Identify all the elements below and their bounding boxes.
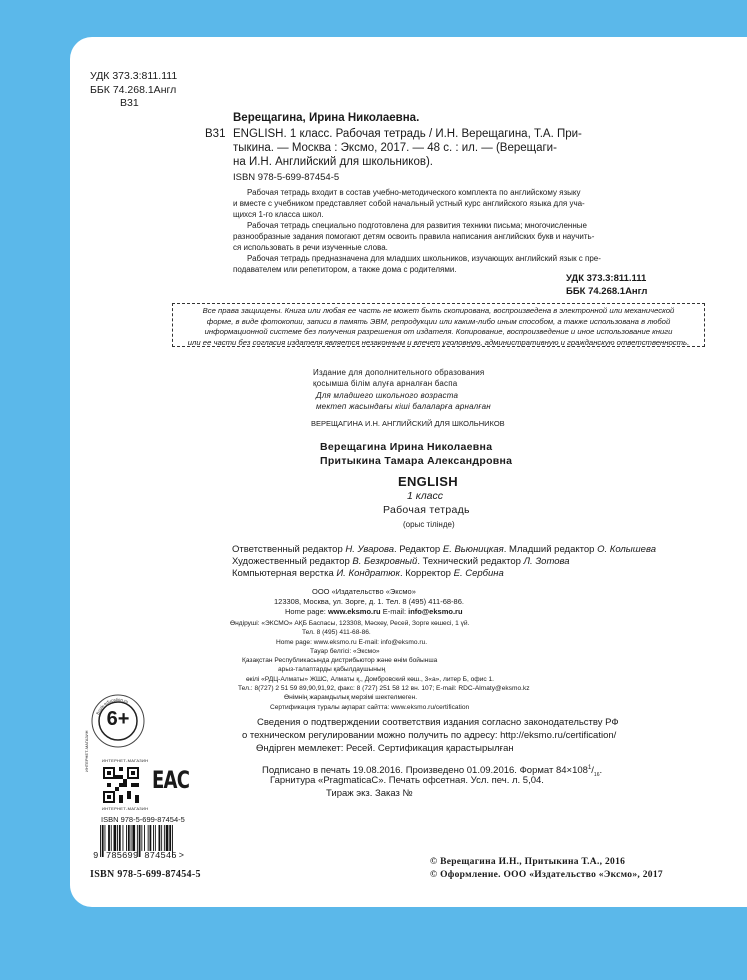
editor-name: Н. Уварова bbox=[345, 544, 395, 555]
kz-line: Өнімнің жарамдылық мерзімі шектелмеген. bbox=[284, 694, 418, 702]
barcode-bar bbox=[155, 825, 156, 851]
barcode-bar bbox=[117, 825, 118, 851]
eac-mark: ЕАС bbox=[152, 766, 190, 794]
edition-line: қосымша білім алуға арналған баспа bbox=[313, 379, 458, 388]
copyright-line: © Верещагина И.Н., Притыкина Т.А., 2016 bbox=[430, 857, 626, 867]
book-language: (орыс тілінде) bbox=[403, 520, 455, 529]
cert-line: Өндірген мемлекет: Ресей. Сертификация қарастырылған bbox=[256, 743, 514, 754]
rights-notice bbox=[172, 303, 705, 347]
rights-line: или ее части без согласия издателя является незаконным и влечет уголовную, административную и гражданскую ответственность. bbox=[187, 337, 690, 347]
udk-code-right: УДК 373.3:811.111 bbox=[566, 273, 647, 284]
print-line: Тираж экз. Заказ № bbox=[326, 788, 413, 799]
annotation-line: Рабочая тетрадь специально подготовлена для развития техники письма; многочисленные bbox=[247, 221, 587, 230]
barcode-bar bbox=[144, 825, 145, 851]
editor-name: Е. Вьюницкая bbox=[442, 544, 504, 555]
publisher-name: ООО «Издательство «Эксмо» bbox=[312, 587, 416, 596]
udk-code: УДК 373.3:811.111 bbox=[90, 70, 178, 82]
home-url[interactable]: www.eksmo.ru bbox=[327, 607, 381, 616]
rights-line: Все права защищены. Книга или любая ее часть не может быть скопирована, воспроизведена в электронной или механической bbox=[202, 306, 675, 315]
kz-line: Қазақстан Республикасында дистрибьютор және өнім бойынша bbox=[242, 657, 438, 665]
catalog-code: В31 bbox=[205, 128, 226, 140]
email-link[interactable]: info@eksmo.ru bbox=[408, 607, 463, 616]
qr-caption: ИНТЕРНЕТ-МАГАЗИН bbox=[102, 758, 149, 763]
editor-name: В. Безкровный bbox=[352, 556, 418, 567]
kz-line: Тауар белгісі: «Эксмо» bbox=[310, 647, 380, 655]
barcode-bar bbox=[166, 825, 169, 851]
barcode-bar bbox=[150, 825, 152, 851]
barcode-bar bbox=[114, 825, 117, 851]
age-rating: 6+ bbox=[106, 708, 130, 730]
annotation-line: Рабочая тетрадь входит в состав учебно-методического комплекта по английскому языку bbox=[247, 188, 581, 197]
print-text: . bbox=[599, 765, 603, 777]
kz-line: Тел. 8 (495) 411-68-86. bbox=[302, 629, 371, 637]
annotation-line: разнообразные задания помогают детям освоить правила написания английских букв и научить- bbox=[233, 232, 595, 241]
barcode-digit: 9 bbox=[93, 851, 99, 861]
kz-line: Home page: www.eksmo.ru E-mail: info@eksmo.ru. bbox=[276, 638, 428, 646]
barcode-bar bbox=[132, 825, 135, 851]
kz-line: Сертификация туралы ақпарат сайтта: www.eksmo.ru/certification bbox=[270, 703, 470, 711]
editor-role: Ответственный редактор bbox=[232, 544, 346, 555]
book-title: ENGLISH bbox=[398, 474, 458, 489]
barcode-bar bbox=[119, 825, 121, 851]
editor-name: И. Кондратюк bbox=[336, 568, 400, 579]
print-text: Подписано в печать 19.08.2016. Произведено 01.09.2016. Формат 84×108 bbox=[262, 765, 588, 777]
barcode-digit: 874545 bbox=[144, 851, 177, 861]
home-label: Home page: bbox=[285, 607, 328, 616]
editor-role: . Младший редактор bbox=[503, 544, 598, 555]
age-badge bbox=[90, 693, 146, 749]
editor-name: Е. Сербина bbox=[453, 568, 504, 579]
kz-line: арыз-талаптарды қабылдаушының bbox=[278, 666, 386, 674]
barcode-bar bbox=[128, 825, 130, 851]
barcode-bar bbox=[126, 825, 127, 851]
author-mark: В31 bbox=[120, 97, 139, 109]
catalog-author-heading: Верещагина, Ирина Николаевна. bbox=[233, 112, 420, 124]
editor-role: . Корректор bbox=[399, 568, 454, 579]
edition-line: мектеп жасындағы кіші балаларға арналған bbox=[316, 402, 491, 411]
barcode-bar bbox=[108, 825, 110, 851]
kz-line: Тел.: 8(727) 2 51 59 89,90,91,92, факс: 8 (727) 251 58 12 вн. 107; E-mail: RDC-Almaty@eksmo.kz bbox=[238, 685, 530, 693]
editor-name: О. Колышева bbox=[597, 544, 656, 555]
email-label: E-mail: bbox=[380, 607, 409, 616]
annotation-line: подавателем или репетитором, а также дома с родителями. bbox=[233, 265, 457, 274]
qr-caption: ИНТЕРНЕТ-МАГАЗИН bbox=[102, 806, 149, 811]
print-line: Гарнитура «PragmaticaC». Печать офсетная. Усл. печ. л. 5,04. bbox=[270, 775, 544, 786]
editor-name: Л. Зотова bbox=[523, 556, 570, 567]
barcode-digits bbox=[93, 851, 184, 861]
annotation-line: щихся 1-го класса школ. bbox=[233, 210, 324, 219]
barcode-bar bbox=[105, 825, 106, 851]
barcode-digit: > bbox=[178, 851, 185, 861]
kz-line: Өндіруші: «ЭКСМО» АҚБ Баспасы, 123308, Мәскеу, Ресей, Зорге көшесі, 1 үй. bbox=[230, 620, 470, 627]
isbn-bottom: ISBN 978-5-699-87454-5 bbox=[90, 869, 201, 880]
editors-line bbox=[232, 544, 656, 556]
qr-caption-side: ИНТЕРНЕТ-МАГАЗИН bbox=[84, 730, 89, 772]
barcode-bar bbox=[141, 825, 142, 851]
cert-line: Сведения о подтверждении соответствия издания согласно законодательству РФ bbox=[257, 717, 619, 728]
series-title: ВЕРЕЩАГИНА И.Н. АНГЛИЙСКИЙ ДЛЯ ШКОЛЬНИКОВ bbox=[311, 419, 505, 428]
publisher-address: 123308, Москва, ул. Зорге, д. 1. Тел. 8 (495) 411-68-86. bbox=[274, 597, 464, 606]
barcode-bar bbox=[111, 825, 112, 851]
editor-role: Компьютерная верстка bbox=[232, 568, 337, 579]
author-name: Верещагина Ирина Николаевна bbox=[320, 441, 493, 453]
bbk-code: ББК 74.268.1Англ bbox=[90, 84, 177, 96]
editors-line bbox=[232, 568, 504, 580]
catalog-entry-line: на И.Н. Английский для школьников). bbox=[233, 156, 433, 168]
barcode-isbn: ISBN 978-5-699-87454-5 bbox=[101, 815, 185, 824]
editor-role: Художественный редактор bbox=[232, 556, 353, 567]
editor-role: . Технический редактор bbox=[417, 556, 524, 567]
edition-line: Издание для дополнительного образования bbox=[313, 368, 485, 377]
age-ring-text: Book-education.ru bbox=[95, 696, 130, 716]
book-type: Рабочая тетрадь bbox=[383, 504, 470, 516]
barcode-bar bbox=[131, 825, 132, 851]
cert-line: о техническом регулировании можно получить по адресу: http://eksmo.ru/certification/ bbox=[242, 730, 617, 741]
rights-line: информационной системе без получения разрешения от издателя. Копирование, воспроизведение и иное использование книги bbox=[204, 327, 673, 337]
barcode-bar bbox=[153, 825, 154, 851]
kz-line: өкілі «РДЦ-Алматы» ЖШС, Алматы қ., Домбровский көш., 3«а», литер Б, офис 1. bbox=[246, 675, 495, 683]
kz-info-block bbox=[230, 619, 530, 712]
barcode-bar bbox=[123, 825, 124, 851]
barcode-bar bbox=[169, 825, 171, 851]
print-line: Подписано в печать 19.08.2016. Произведено 01.09.2016. Формат $84\times 108^1/_{16}$. bbox=[262, 765, 603, 779]
barcode-digit: 785699 bbox=[105, 851, 139, 861]
barcode-bar bbox=[161, 825, 162, 851]
bbk-code-right: ББК 74.268.1Англ bbox=[566, 286, 648, 297]
book-grade: 1 класс bbox=[407, 490, 443, 502]
catalog-isbn: ISBN 978-5-699-87454-5 bbox=[233, 172, 340, 183]
edition-line: Для младшего школьного возраста bbox=[316, 391, 459, 400]
annotation-line: Рабочая тетрадь предназначена для младших школьников, изучающих английский язык с пре- bbox=[247, 254, 601, 263]
editors-line bbox=[232, 556, 570, 568]
publisher-contacts bbox=[285, 607, 463, 616]
barcode-bar bbox=[148, 825, 149, 851]
format-sup: 1 bbox=[587, 765, 592, 771]
author-name: Притыкина Тамара Александровна bbox=[320, 455, 513, 467]
copyright-line: © Оформление. ООО «Издательство «Эксмо», 2017 bbox=[430, 870, 663, 880]
annotation-line: и вместе с учебником представляет собой начальный устный курс английского языка для уча- bbox=[233, 199, 585, 208]
catalog-entry-line: ENGLISH. 1 класс. Рабочая тетрадь / И.Н. Верещагина, Т.А. При- bbox=[233, 128, 582, 140]
annotation-line: ся использовать в речи изученные слова. bbox=[233, 243, 388, 252]
qr-code bbox=[103, 767, 139, 803]
catalog-entry-line: тыкина. — Москва : Эксмо, 2017. — 48 с. : ил. — (Верещаги- bbox=[233, 142, 557, 154]
barcode-bar bbox=[159, 825, 161, 851]
format-sub: 16 bbox=[593, 772, 600, 779]
editor-role: . Редактор bbox=[394, 544, 443, 555]
rights-line: форме, в виде фотокопии, записи в память ЭВМ, репродукции или каким-либо иным способом, а также использована в любой bbox=[206, 316, 671, 326]
barcode-bar bbox=[164, 825, 165, 851]
